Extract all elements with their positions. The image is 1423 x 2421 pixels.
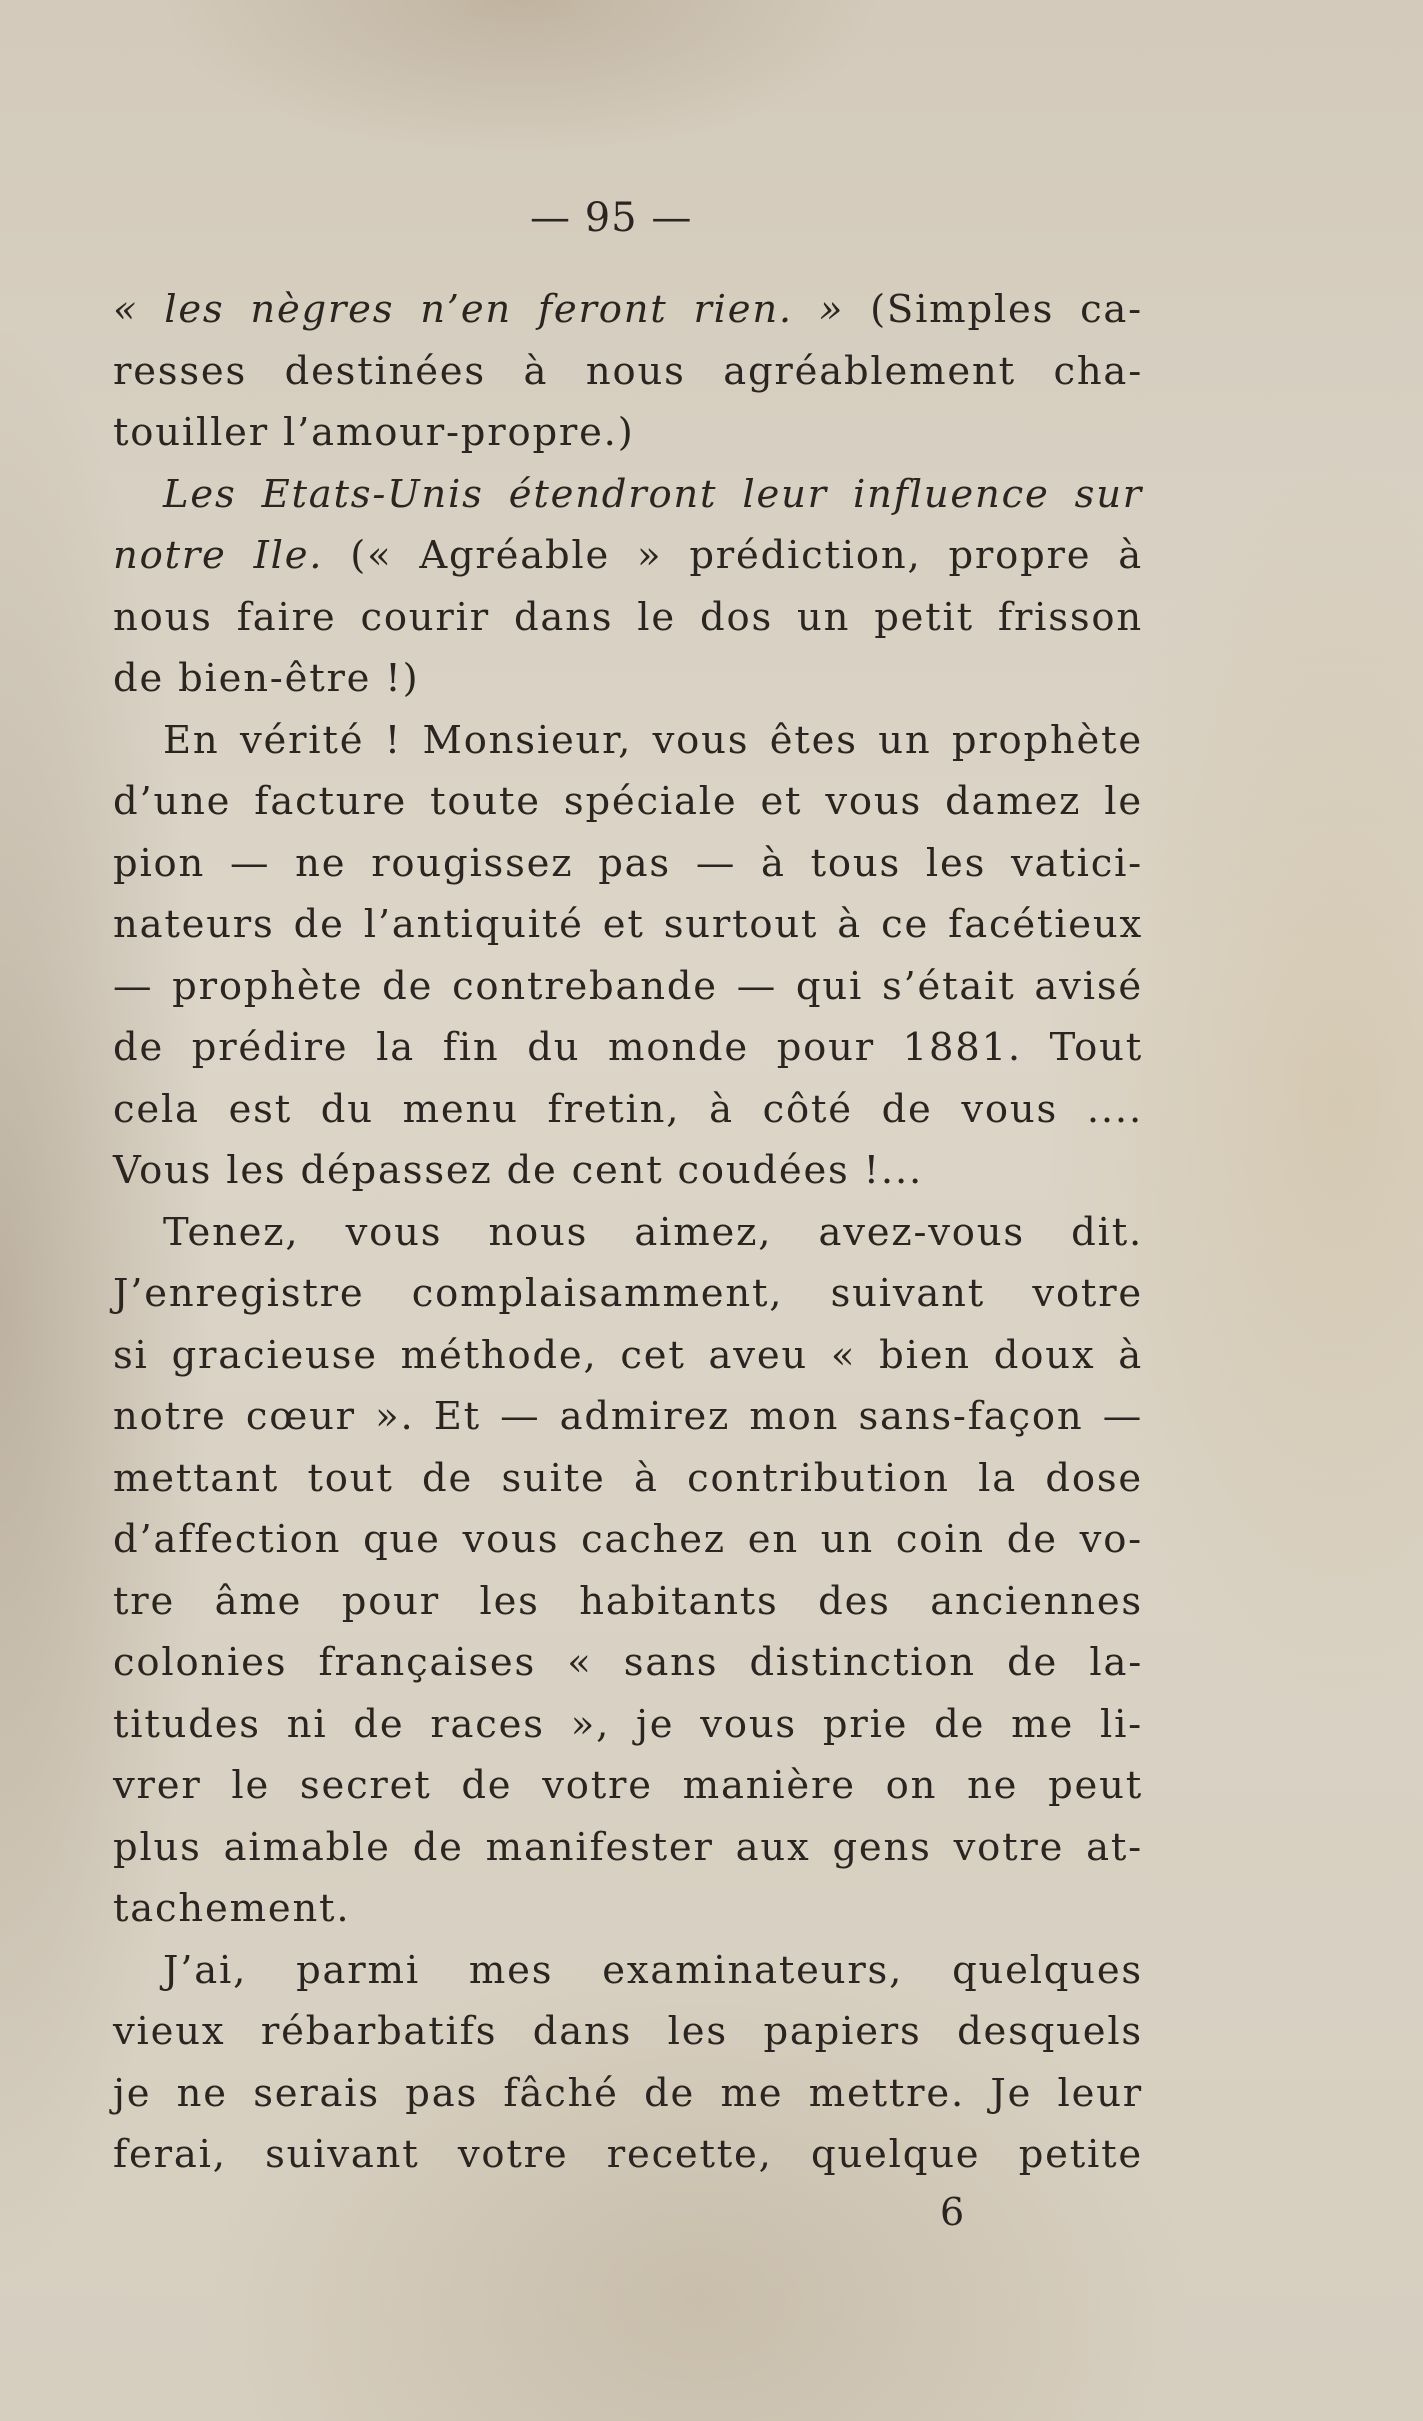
text-segment: tre âme pour les habitants des anciennes xyxy=(113,1578,1143,1624)
text-segment: vrer le secret de votre manière on ne peut xyxy=(113,1763,1143,1808)
text-segment: J’ai, parmi mes examinateurs, quelques xyxy=(163,1947,1143,1993)
signature-mark: 6 xyxy=(940,2190,965,2234)
text-line xyxy=(113,1079,1143,1141)
text-segment: touiller l’amour-propre.) xyxy=(113,410,635,455)
text-segment: (« Agréable » prédiction, propre à xyxy=(323,533,1143,578)
text-line xyxy=(113,1017,1143,1079)
text-line xyxy=(113,1325,1143,1387)
body-text xyxy=(113,279,1143,2186)
text-line xyxy=(113,894,1143,956)
text-segment: si gracieuse méthode, cet aveu « bien doux à xyxy=(113,1332,1143,1378)
text-segment: cela est du menu fretin, à côté de vous .... xyxy=(113,1086,1143,1132)
text-line xyxy=(113,525,1143,587)
italic-text: notre Ile. xyxy=(113,533,324,578)
text-segment: ferai, suivant votre recette, quelque petite xyxy=(113,2132,1143,2177)
text-line xyxy=(113,1632,1143,1694)
text-segment: Tenez, vous nous aimez, avez-vous dit. xyxy=(163,1209,1143,1255)
text-segment: — prophète de contrebande — qui s’était avisé xyxy=(113,963,1143,1009)
text-segment: de prédire la fin du monde pour 1881. Tout xyxy=(113,1025,1143,1070)
text-line xyxy=(113,1940,1143,2002)
text-line xyxy=(113,1755,1143,1817)
text-line xyxy=(113,1509,1143,1571)
text-line xyxy=(113,956,1143,1018)
text-segment: En vérité ! Monsieur, vous êtes un prophète xyxy=(163,717,1143,763)
text-segment: notre cœur ». Et — admirez mon sans-façon — xyxy=(113,1394,1143,1439)
text-line xyxy=(113,1448,1143,1510)
text-line xyxy=(113,341,1143,403)
text-segment: (Simples ca- xyxy=(844,287,1143,332)
text-line xyxy=(113,402,1143,464)
text-segment: Vous les dépassez de cent coudées !... xyxy=(113,1148,924,1193)
italic-text: Les Etats-Unis étendront leur influence sur xyxy=(163,471,1143,517)
text-segment: nous faire courir dans le dos un petit frisson xyxy=(113,594,1143,640)
text-line xyxy=(113,710,1143,772)
text-line xyxy=(113,1263,1143,1325)
text-line xyxy=(113,1140,1143,1202)
text-line xyxy=(113,648,1143,710)
text-line xyxy=(113,1571,1143,1633)
text-line xyxy=(113,1202,1143,1264)
text-segment: vieux rébarbatifs dans les papiers desquels xyxy=(113,2009,1143,2054)
text-segment: mettant tout de suite à contribution la dose xyxy=(113,1455,1143,1501)
text-line xyxy=(113,2124,1143,2186)
text-line xyxy=(113,1694,1143,1756)
text-line xyxy=(113,464,1143,526)
text-line xyxy=(113,2001,1143,2063)
text-segment: nateurs de l’antiquité et surtout à ce facétieux xyxy=(113,902,1143,947)
text-line xyxy=(113,279,1143,341)
text-line xyxy=(113,833,1143,895)
text-line xyxy=(113,587,1143,649)
text-segment: colonies françaises « sans distinction de la- xyxy=(113,1640,1143,1685)
text-line xyxy=(113,1386,1143,1448)
italic-text: « les nègres n’en feront rien. » xyxy=(113,287,845,332)
page-number: — 95 — xyxy=(530,195,693,241)
text-segment: tachement. xyxy=(113,1886,351,1931)
text-segment: plus aimable de manifester aux gens votre at- xyxy=(113,1824,1143,1870)
text-line xyxy=(113,2063,1143,2125)
text-segment: d’affection que vous cachez en un coin de vo- xyxy=(113,1517,1143,1562)
text-segment: pion — ne rougissez pas — à tous les vatici- xyxy=(113,840,1143,886)
text-segment: d’une facture toute spéciale et vous damez le xyxy=(113,779,1143,824)
text-line xyxy=(113,1878,1143,1940)
text-segment: J’enregistre complaisamment, suivant votre xyxy=(113,1271,1143,1316)
text-segment: je ne serais pas fâché de me mettre. Je leur xyxy=(113,2070,1143,2116)
text-segment: resses destinées à nous agréablement cha- xyxy=(113,348,1143,394)
text-segment: de bien-être !) xyxy=(113,656,420,701)
text-line xyxy=(113,1817,1143,1879)
text-segment: titudes ni de races », je vous prie de me li- xyxy=(113,1701,1143,1747)
text-line xyxy=(113,771,1143,833)
